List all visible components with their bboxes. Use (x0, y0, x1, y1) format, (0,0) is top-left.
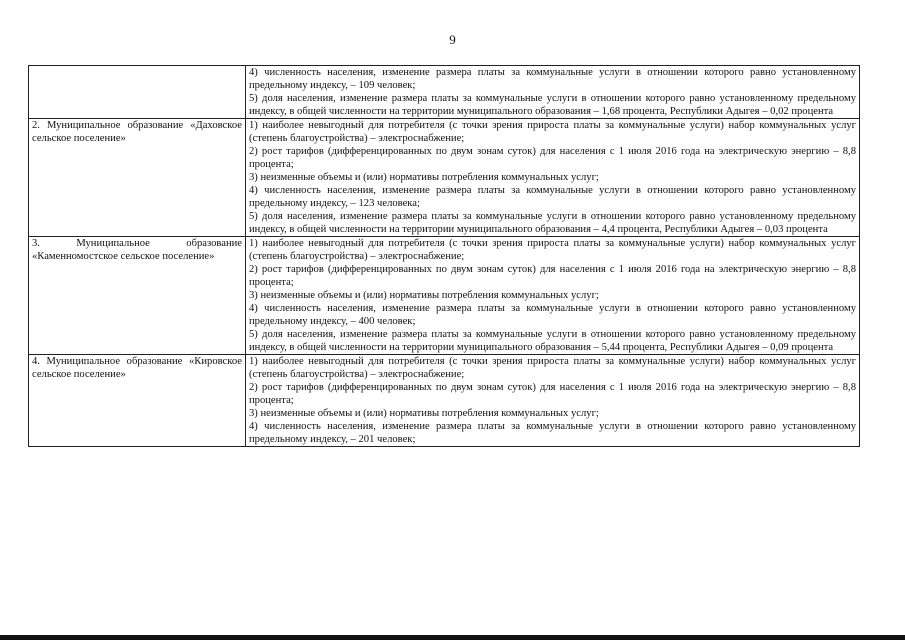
indicator-item: 3) неизменные объемы и (или) нормативы потребления коммунальных услуг; (249, 290, 599, 301)
indicator-item: 3) неизменные объемы и (или) нормативы потребления коммунальных услуг; (249, 408, 599, 419)
municipality-name: 4. Муниципальное образование «Кировское сельское поселение» (32, 356, 242, 380)
municipality-table (28, 65, 860, 447)
indicators-cell (246, 355, 860, 447)
indicator-item: 1) наиболее невыгодный для потребителя (с точки зрения прироста платы за коммунальные услуги) набор коммунальных услуг (степень благоустройства) – электроснабжение; (249, 120, 856, 144)
indicator-item: 5) доля населения, изменение размера платы за коммунальные услуги в отношении которого равно установленному предельному индексу, в общей численности на территории муниципального образования – 4,4 процента, Республики Адыгея – 0,03 процента (249, 211, 856, 235)
table-row (29, 119, 860, 237)
indicator-item: 4) численность населения, изменение размера платы за коммунальные услуги в отношении которого равно установленному предельному индексу, – 123 человека; (249, 185, 856, 209)
indicator-item: 5) доля населения, изменение размера платы за коммунальные услуги в отношении которого равно установленному предельному индексу, в общей численности на территории муниципального образования – 1,68 процента, Республики Адыгея – 0,02 процента (249, 93, 856, 117)
indicators-cell (246, 66, 860, 119)
municipality-name: 3. Муниципальное образование «Каменномостское сельское поселение» (32, 238, 242, 262)
municipality-cell (29, 237, 246, 355)
indicator-item: 4) численность населения, изменение размера платы за коммунальные услуги в отношении которого равно установленному предельному индексу, – 400 человек; (249, 303, 856, 327)
indicator-item: 4) численность населения, изменение размера платы за коммунальные услуги в отношении которого равно установленному предельному индексу, – 201 человек; (249, 421, 856, 445)
municipality-name: 2. Муниципальное образование «Даховское сельское поселение» (32, 120, 242, 144)
indicator-item: 1) наиболее невыгодный для потребителя (с точки зрения прироста платы за коммунальные услуги) набор коммунальных услуг (степень благоустройства) – электроснабжение; (249, 238, 856, 262)
indicators-cell (246, 119, 860, 237)
indicators-cell (246, 237, 860, 355)
indicator-item: 5) доля населения, изменение размера платы за коммунальные услуги в отношении которого равно установленному предельному индексу, в общей численности на территории муниципального образования – 5,44 процента, Республики Адыгея – 0,09 процента (249, 329, 856, 353)
indicator-item: 1) наиболее невыгодный для потребителя (с точки зрения прироста платы за коммунальные услуги) набор коммунальных услуг (степень благоустройства) – электроснабжение; (249, 356, 856, 380)
indicator-item: 2) рост тарифов (дифференцированных по двум зонам суток) для населения с 1 июля 2016 года на электрическую энергию – 8,8 процента; (249, 264, 856, 288)
municipality-cell (29, 119, 246, 237)
indicator-item: 2) рост тарифов (дифференцированных по двум зонам суток) для населения с 1 июля 2016 года на электрическую энергию – 8,8 процента; (249, 146, 856, 170)
indicator-item: 2) рост тарифов (дифференцированных по двум зонам суток) для населения с 1 июля 2016 года на электрическую энергию – 8,8 процента; (249, 382, 856, 406)
indicator-item: 3) неизменные объемы и (или) нормативы потребления коммунальных услуг; (249, 172, 599, 183)
municipality-cell (29, 355, 246, 447)
indicator-item: 4) численность населения, изменение размера платы за коммунальные услуги в отношении которого равно установленному предельному индексу, – 109 человек; (249, 67, 856, 91)
table-row (29, 66, 860, 119)
table-row (29, 355, 860, 447)
scan-edge-bar (0, 635, 905, 640)
page-number: 9 (449, 32, 456, 47)
table-row (29, 237, 860, 355)
municipality-cell (29, 66, 246, 119)
